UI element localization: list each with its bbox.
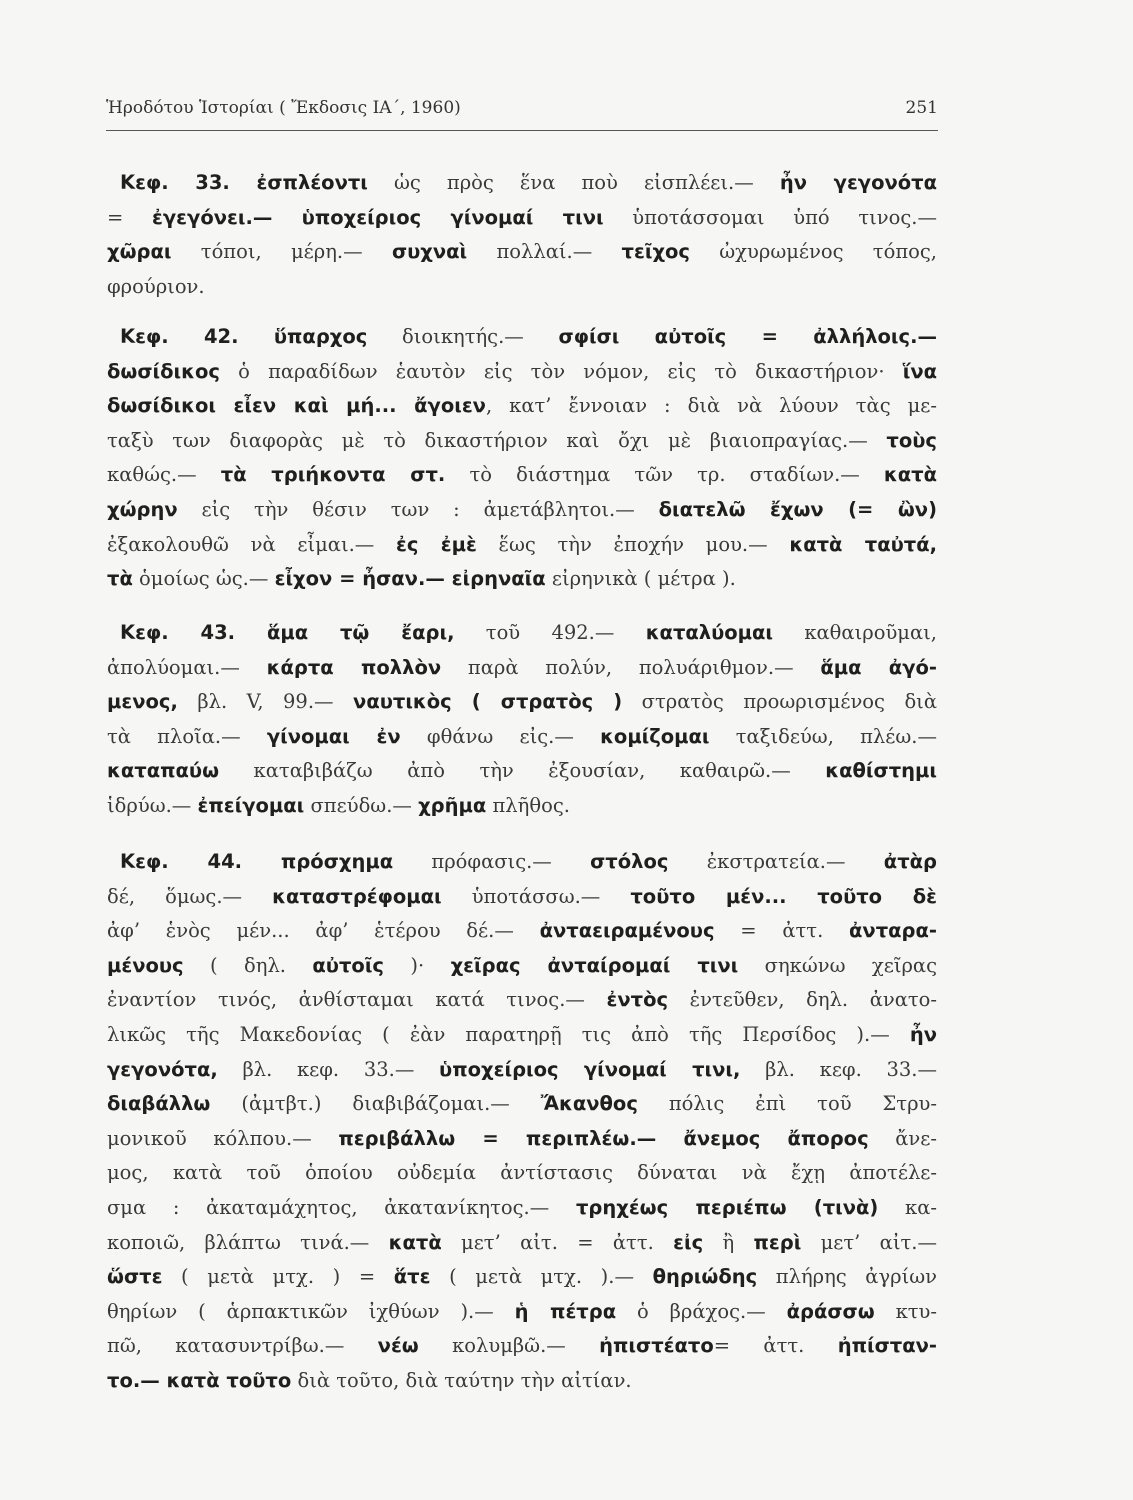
gloss-text: κοποιῶ, βλάπτω τινά.— [107, 1230, 389, 1254]
gloss-text: μετ’ αἰτ. = ἀττ. [441, 1230, 674, 1254]
gloss-text: ( μετὰ μτχ. ).— [430, 1265, 653, 1289]
lemma-term: χρῆμα [418, 793, 487, 817]
lemma-term: ἦν [909, 1022, 937, 1046]
gloss-text: παρὰ πολύν, πολυάριθμον.— [441, 655, 821, 679]
gloss-text: ( δηλ. [183, 953, 313, 977]
gloss-text: μονικοῦ κόλπου.— [107, 1126, 339, 1150]
gloss-text: μος, κατὰ τοῦ ὁποίου οὐδεμία ἀντίστασις δύναται νὰ ἔχῃ ἀποτέλε- [107, 1161, 937, 1185]
lemma-term: τὰ [107, 567, 133, 591]
text-line [107, 235, 937, 270]
gloss-text: βλ. κεφ. 33.— [740, 1057, 937, 1081]
lemma-term: αὐτοῖς [312, 953, 384, 977]
gloss-text: κολυμβῶ.— [418, 1334, 600, 1358]
text-line [107, 1364, 937, 1399]
lemma-term: εἰς [673, 1230, 704, 1254]
text-line [107, 424, 937, 459]
lemma-term: θηριώδης [652, 1265, 758, 1289]
gloss-text: πλῆθος. [486, 793, 570, 817]
lemma-term: κατὰ ταὐτά, [789, 532, 938, 556]
lemma-term: ἀνταειραμένους [539, 919, 715, 943]
gloss-text: = ἀττ. [714, 919, 850, 943]
gloss-text: ὠχυρωμένος τόπος, [689, 240, 938, 264]
gloss-text: σπεύδω.— [304, 793, 419, 817]
gloss-text: = ἀττ. [713, 1334, 838, 1358]
lemma-term: μενος, [107, 690, 178, 714]
gloss-text: βλ. κεφ. 33.— [217, 1057, 440, 1081]
chapter-paragraph [107, 166, 937, 304]
lemma-term: Ἄκανθος [540, 1092, 638, 1116]
gloss-text: πόλις ἐπὶ τοῦ Στρυ- [637, 1092, 937, 1116]
text-line [107, 880, 937, 915]
text-line [107, 201, 937, 236]
lemma-term: γεγονότα, [107, 1057, 218, 1081]
text-line [107, 1156, 937, 1191]
chapter-paragraph [107, 320, 937, 597]
lemma-term: διαβάλλω [107, 1092, 211, 1116]
lemma-term: ἄνεμος ἄπορος [683, 1126, 869, 1150]
gloss-text: ὑποτάσσω.— [441, 884, 631, 908]
text-line [107, 720, 937, 755]
lemma-term: κατὰ [883, 463, 937, 487]
lemma-term: το.— [107, 1368, 167, 1392]
text-line [107, 1260, 937, 1295]
text-line [107, 983, 937, 1018]
gloss-text: πρόφασις.— [393, 850, 591, 873]
lemma-term: ὥστε [107, 1265, 163, 1289]
gloss-text: μετ’ αἰτ.— [801, 1230, 937, 1254]
gloss-text: ( μετὰ μτχ. ) = [162, 1265, 394, 1289]
lemma-term: εἰρηναῖα [451, 567, 546, 591]
gloss-text: τοῦ 492.— [454, 621, 646, 644]
gloss-text: ταξὺ των διαφορὰς μὲ τὸ δικαστήριον καὶ ὄχι μὲ βιαιοπραγίας.— [107, 428, 887, 452]
lemma-term: ἦν γεγονότα [779, 171, 937, 194]
text-line [107, 1122, 937, 1157]
text-line [107, 270, 937, 305]
gloss-text: ἐντεῦθεν, δηλ. ἀνατο- [668, 988, 938, 1012]
gloss-text: ὁμοίως ὡς.— [132, 567, 275, 591]
gloss-text: ὑποτάσσομαι ὑπό τινος.— [603, 205, 937, 229]
lemma-term: χεῖρας ἀνταίρομαί τινι [450, 953, 739, 977]
gloss-text: διὰ τοῦτο, διὰ ταύτην τὴν αἰτίαν. [291, 1368, 632, 1392]
lemma-term: δωσίδικος [107, 359, 220, 383]
lemma-term: συχναὶ [391, 240, 468, 264]
glossary-body [107, 0, 937, 1500]
gloss-text: καθαιροῦμαι, [773, 621, 937, 644]
text-line [107, 789, 937, 824]
lemma-term: μένους [107, 953, 184, 977]
text-line [107, 754, 937, 789]
lemma-term: ἐγεγόνει.— [152, 205, 302, 229]
lemma-term: ἅμα τῷ ἔαρι, [266, 621, 455, 644]
lemma-term: πρόσχημα [280, 850, 394, 873]
text-line [107, 1018, 937, 1053]
chapter-paragraph [107, 616, 937, 824]
gloss-text: (ἀμτβτ.) διαβιβάζομαι.— [210, 1092, 541, 1116]
lemma-term: στόλος [590, 850, 669, 873]
lemma-term: νέω [377, 1334, 419, 1358]
text-line [107, 166, 937, 201]
text-line [107, 389, 937, 424]
lemma-term: χῶραι [107, 240, 172, 264]
lemma-term: διατελῶ ἔχων (= ὢν) [658, 497, 937, 521]
lemma-term: κατὰ τοῦτο [166, 1368, 292, 1392]
gloss-text: ὡς πρὸς ἕνα ποὺ εἰσπλέει.— [367, 171, 780, 194]
lemma-term: ἀνταρα- [849, 919, 937, 943]
lemma-term: κομίζομαι [600, 724, 710, 748]
gloss-text: φθάνω εἰς.— [400, 724, 601, 748]
text-line [107, 651, 937, 686]
lemma-term: καταπαύω [107, 759, 220, 783]
lemma-term: τοῦτο μέν... τοῦτο δὲ [630, 884, 937, 908]
lemma-term: καθίστημι [825, 759, 937, 783]
gloss-text: ὁ παραδίδων ἑαυτὸν εἰς τὸν νόμον, εἰς τὸ δικαστήριον· [219, 359, 903, 383]
text-line [107, 528, 937, 563]
lemma-term: Κεφ. 33. [120, 171, 257, 194]
text-line [107, 616, 937, 651]
gloss-text: ἐναντίον τινός, ἀνθίσταμαι κατά τινος.— [107, 988, 607, 1012]
lemma-term: δωσίδικοι εἶεν καὶ μή... ἄγοιεν [107, 394, 486, 418]
lemma-term: ἀράσσω [786, 1299, 875, 1323]
lemma-term: ἐντὸς [606, 988, 669, 1012]
page-number: 251 [905, 98, 938, 118]
gloss-text: πολλαί.— [467, 240, 622, 264]
lemma-term: ἀτὰρ [883, 850, 937, 873]
text-line [107, 1087, 937, 1122]
gloss-text: ἕως τὴν ἐποχήν μου.— [476, 532, 790, 556]
gloss-text: τὰ πλοῖα.— [107, 724, 267, 748]
lemma-term: ἐσπλέοντι [256, 171, 368, 194]
lemma-term: σφίσι αὐτοῖς = ἀλλήλοις.— [558, 325, 937, 348]
gloss-text: τόποι, μέρη.— [171, 240, 392, 264]
gloss-text: εἰς τὴν θέσιν των : ἀμετάβλητοι.— [177, 497, 659, 521]
gloss-text: , κατ’ ἔννοιαν : διὰ νὰ λύουν τὰς με- [485, 394, 937, 418]
lemma-term: ὑποχείριος γίνομαί τινι, [439, 1057, 741, 1081]
lemma-term: ἠπίσταν- [837, 1334, 937, 1358]
gloss-text: ἐκστρατεία.— [668, 850, 884, 873]
text-line [107, 685, 937, 720]
lemma-term: ἐς ἐμὲ [396, 532, 477, 556]
gloss-text: σηκώνω χεῖρας [738, 953, 938, 977]
lemma-term: ἵνα [902, 359, 937, 383]
lemma-term: ὕπαρχος [273, 325, 368, 348]
gloss-text: δέ, ὅμως.— [107, 884, 273, 908]
gloss-text: καταβιβάζω ἀπὸ τὴν ἐξουσίαν, καθαιρῶ.— [219, 759, 826, 783]
lemma-term: ἠπιστέατο [599, 1334, 714, 1358]
gloss-text: ἀφ’ ἑνὸς μέν... ἀφ’ ἑτέρου δέ.— [107, 919, 540, 943]
gloss-text: ἱδρύω.— [107, 793, 198, 817]
text-line [107, 458, 937, 493]
lemma-term: ναυτικὸς ( στρατὸς ) [353, 690, 623, 714]
lemma-term: Κεφ. 44. [120, 850, 281, 873]
text-line [107, 355, 937, 390]
gloss-text: θηρίων ( ἁρπακτικῶν ἰχθύων ).— [107, 1299, 515, 1323]
running-head-title: Ἡροδότου Ἱστορίαι ( Ἔκδοσις ΙΑ΄, 1960) [106, 98, 461, 118]
lemma-term: Κεφ. 43. [120, 621, 267, 644]
gloss-text: στρατὸς προωρισμένος διὰ [622, 690, 937, 714]
lemma-term: χώρην [107, 497, 178, 521]
gloss-text: καθώς.— [107, 463, 221, 487]
text-line [107, 914, 937, 949]
lemma-term: ἅτε [393, 1265, 431, 1289]
gloss-text: τὸ διάστημα τῶν τρ. σταδίων.— [445, 463, 884, 487]
lemma-term: ἅμα ἀγό- [820, 655, 937, 679]
gloss-text: ἢ [703, 1230, 754, 1254]
lemma-term: περιβάλλω = περιπλέω.— [338, 1126, 684, 1150]
gloss-text: εἰρηνικὰ ( μέτρα ). [545, 567, 736, 591]
gloss-text: σμα : ἀκαταμάχητος, ἀκατανίκητος.— [107, 1195, 576, 1219]
lemma-term: τοὺς [886, 428, 937, 452]
lemma-term: κάρτα πολλὸν [266, 655, 442, 679]
gloss-text: πλήρης ἀγρίων [757, 1265, 937, 1289]
gloss-text: ἐξακολουθῶ νὰ εἶμαι.— [107, 532, 397, 556]
lemma-term: Κεφ. 42. [120, 325, 274, 348]
chapter-paragraph [107, 845, 937, 1399]
gloss-text: λικῶς τῆς Μακεδονίας ( ἐὰν παρατηρῇ τις ἀπὸ τῆς Περσίδος ).— [107, 1022, 910, 1046]
text-line [107, 320, 937, 355]
text-line [107, 1191, 937, 1226]
lemma-term: ἡ πέτρα [514, 1299, 617, 1323]
text-line [107, 949, 937, 984]
lemma-term: καταστρέφομαι [272, 884, 442, 908]
lemma-term: τὰ τριήκοντα στ. [220, 463, 446, 487]
lemma-term: εἶχον = ἦσαν.— [274, 567, 452, 591]
lemma-term: περὶ [753, 1230, 802, 1254]
text-line [107, 1295, 937, 1330]
gloss-text: ὁ βράχος.— [616, 1299, 787, 1323]
lemma-term: τεῖχος [621, 240, 690, 264]
lemma-term: ἐπείγομαι [197, 793, 305, 817]
text-line [107, 1226, 937, 1261]
text-line [107, 562, 937, 597]
gloss-text: βλ. V, 99.— [177, 690, 354, 714]
gloss-text: φρούριον. [107, 274, 205, 298]
lemma-term: ὑποχείριος γίνομαί τινι [301, 205, 604, 229]
gloss-text: )· [383, 953, 451, 977]
gloss-text: κτυ- [874, 1299, 937, 1323]
lemma-term: κατὰ [388, 1230, 442, 1254]
text-line [107, 845, 937, 880]
text-line [107, 493, 937, 528]
gloss-text: ταξιδεύω, πλέω.— [709, 724, 937, 748]
gloss-text: ἀπολύομαι.— [107, 655, 267, 679]
text-line [107, 1053, 937, 1088]
gloss-text: πῶ, κατασυντρίβω.— [107, 1334, 378, 1358]
gloss-text: κα- [878, 1195, 937, 1219]
gloss-text: = [107, 205, 153, 229]
lemma-term: τρηχέως περιέπω (τινὰ) [575, 1195, 879, 1219]
gloss-text: ἄνε- [868, 1126, 937, 1150]
gloss-text: διοικητής.— [367, 325, 559, 348]
lemma-term: γίνομαι ἐν [266, 724, 401, 748]
lemma-term: καταλύομαι [645, 621, 774, 644]
text-line [107, 1329, 937, 1364]
